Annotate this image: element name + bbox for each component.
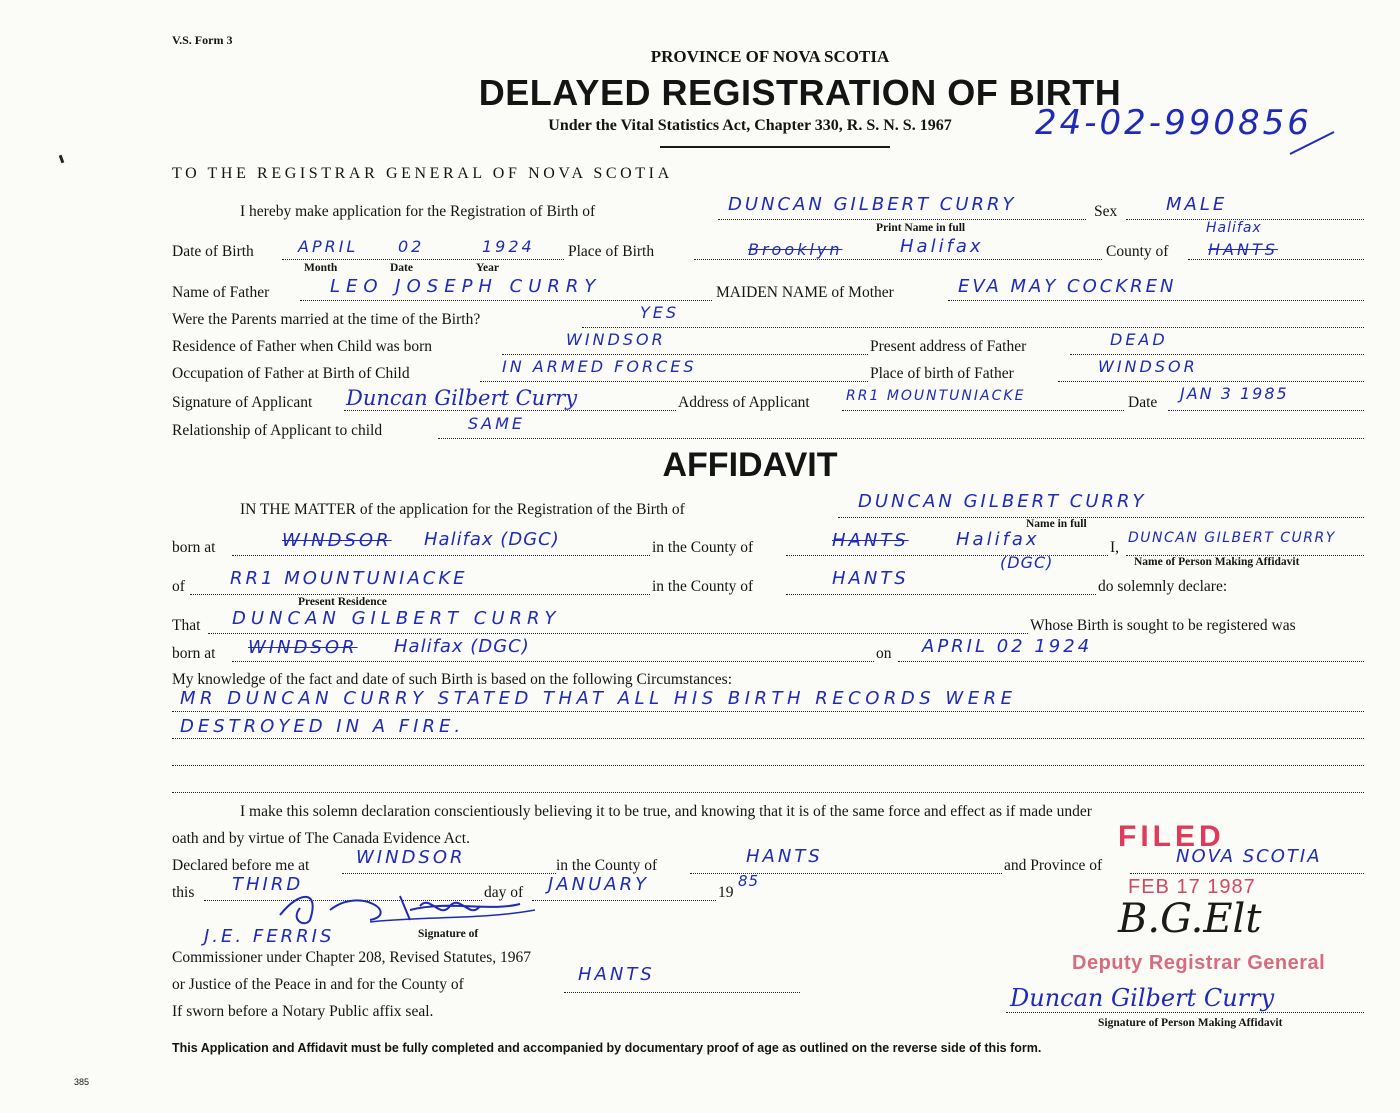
applicant-sig-line — [344, 410, 676, 411]
justice-county-field[interactable]: HANTS — [578, 964, 655, 985]
initials-mark: (DGC) — [1000, 553, 1054, 572]
month-field[interactable]: JANUARY — [548, 874, 650, 895]
county-new-field[interactable]: Halifax — [1206, 220, 1262, 236]
dob-line — [282, 259, 564, 260]
year-field[interactable]: 85 — [738, 872, 760, 890]
relationship-line — [438, 438, 1364, 439]
affidavit-county-struck-field: HANTS — [832, 530, 909, 551]
justice-county-line — [564, 992, 800, 993]
signature-of-label: Signature of — [418, 928, 479, 940]
declared-province-field[interactable]: NOVA SCOTIA — [1176, 846, 1322, 867]
father-birthplace-line — [1058, 381, 1364, 382]
father-occupation-line — [480, 381, 868, 382]
filed-date-stamp: FEB 17 1987 — [1128, 876, 1256, 898]
date-label: Date — [1128, 394, 1158, 411]
place-line — [694, 259, 1102, 260]
circumstance-1-field[interactable]: MR DUNCAN CURRY STATED THAT ALL HIS BIRTH RECORDS WERE — [180, 688, 1017, 709]
title-rule — [660, 146, 890, 148]
subtitle: Under the Vital Statistics Act, Chapter 330, R. S. N. S. 1967 — [548, 117, 952, 134]
child-name-caption: Print Name in full — [876, 222, 966, 234]
place-field[interactable]: Halifax — [900, 236, 984, 257]
commissioner-name-field: J.E. FERRIS — [204, 926, 335, 947]
county-struck-field: HANTS — [1208, 240, 1278, 259]
on-label: on — [876, 645, 892, 662]
born-at2-new-field[interactable]: Halifax (DGC) — [394, 636, 530, 657]
officer-signature: B.G.Elt — [1118, 896, 1262, 942]
circumstance-line-2 — [172, 738, 1364, 739]
registration-number: 24-02-990856 — [1035, 103, 1312, 143]
applicant-address-line — [842, 410, 1124, 411]
dob-year-field[interactable]: 1924 — [482, 237, 535, 256]
father-birthplace-label: Place of birth of Father — [870, 365, 1014, 382]
matter-name-line — [838, 517, 1364, 518]
declared-county-field[interactable]: HANTS — [746, 846, 823, 867]
affiant-signature-line — [1006, 1012, 1364, 1013]
province-heading: PROVINCE OF NOVA SCOTIA — [650, 47, 890, 66]
born-at2-label: born at — [172, 645, 216, 662]
declared-county-line — [690, 873, 1002, 874]
province-line — [1130, 873, 1364, 874]
county-label: County of — [1106, 243, 1169, 260]
affidavit-county-line — [786, 555, 1108, 556]
born-at-line — [232, 555, 650, 556]
on-date-field[interactable]: APRIL 02 1924 — [922, 636, 1093, 657]
date-line — [1168, 410, 1364, 411]
relationship-label: Relationship of Applicant to child — [172, 422, 383, 439]
declared-label: Declared before me at — [172, 857, 310, 874]
addressee-line: TO THE REGISTRAR GENERAL OF NOVA SCOTIA — [172, 165, 673, 182]
i-label: I, — [1110, 539, 1120, 556]
affidavit-county-new-field[interactable]: Halifax — [956, 529, 1040, 550]
knowledge-label: My knowledge of the fact and date of such Birth is based on the following Circumstances: — [172, 671, 733, 688]
residence-field[interactable]: RR1 MOUNTUNIACKE — [230, 568, 468, 589]
mother-field[interactable]: EVA MAY COCKREN — [958, 276, 1177, 297]
circumstance-line-1 — [172, 711, 1364, 712]
born-at-struck-field: WINDSOR — [282, 530, 392, 551]
dob-month-field[interactable]: APRIL — [298, 237, 359, 256]
dob-date-field[interactable]: 02 — [398, 237, 425, 256]
father-residence-label: Residence of Father when Child was born — [172, 338, 432, 355]
county-line — [1188, 259, 1364, 260]
declaration-line-2: oath and by virtue of The Canada Evidence Act. — [172, 830, 470, 847]
born-at2-struck-field: WINDSOR — [248, 637, 358, 658]
born-at-label: born at — [172, 539, 216, 556]
footer-note: This Application and Affidavit must be fully completed and accompanied by documentary proof of age as outlined on the reverse side of this form. — [172, 1041, 1042, 1055]
father-line — [300, 300, 712, 301]
this-label: this — [172, 884, 195, 901]
father-address-line — [1070, 354, 1364, 355]
matter-label: IN THE MATTER of the application for the Registration of the Birth of — [240, 501, 685, 518]
filed-stamp: FILED — [1118, 820, 1225, 853]
affiant-caption: Name of Person Making Affidavit — [1134, 556, 1300, 568]
married-line — [582, 327, 1364, 328]
declare-label: do solemnly declare: — [1098, 578, 1228, 595]
print-code: 385 — [74, 1077, 90, 1087]
day-field[interactable]: THIRD — [232, 874, 304, 895]
declared-at-field[interactable]: WINDSOR — [356, 847, 466, 868]
that-label: That — [172, 617, 201, 634]
married-label: Were the Parents married at the time of the Birth? — [172, 311, 481, 328]
affiant-signature: Duncan Gilbert Curry — [1010, 984, 1275, 1012]
commissioner-line: Commissioner under Chapter 208, Revised Statutes, 1967 — [172, 949, 532, 966]
date-field[interactable]: JAN 3 1985 — [1180, 384, 1289, 403]
declaration-line-1: I make this solemn declaration conscientiously believing it to be true, and knowing that it is of the same force and effect as if made under — [240, 803, 1092, 820]
applicant-sig-label: Signature of Applicant — [172, 394, 313, 411]
intro-label: I hereby make application for the Registration of Birth of — [240, 203, 596, 220]
that-line — [208, 633, 1028, 634]
month-line — [532, 900, 716, 901]
born-at-new-field[interactable]: Halifax (DGC) — [424, 529, 560, 550]
affiant-signature-caption: Signature of Person Making Affidavit — [1098, 1017, 1283, 1029]
circumstance-2-field[interactable]: DESTROYED IN A FIRE. — [180, 716, 465, 737]
page-title: DELAYED REGISTRATION OF BIRTH — [478, 72, 1122, 113]
check-mark-stroke — [1288, 128, 1338, 158]
born-at2-line — [232, 661, 874, 662]
province-label: and Province of — [1004, 857, 1103, 874]
dob-label: Date of Birth — [172, 243, 254, 260]
affidavit-name-caption: Name in full — [1026, 518, 1087, 530]
circumstance-line-3 — [172, 765, 1364, 766]
affidavit-county2-line — [786, 594, 1096, 595]
mother-label: MAIDEN NAME of Mother — [716, 284, 894, 301]
circumstance-line-4 — [172, 792, 1364, 793]
affidavit-name-field[interactable]: DUNCAN GILBERT CURRY — [858, 491, 1147, 512]
justice-label: or Justice of the Peace in and for the County of — [172, 976, 464, 993]
deputy-registrar-stamp: Deputy Registrar General — [1072, 952, 1326, 974]
father-address-label: Present address of Father — [870, 338, 1027, 355]
child-name-line — [718, 219, 1086, 220]
on-line — [898, 661, 1364, 662]
affidavit-county2-field[interactable]: HANTS — [832, 568, 909, 589]
father-birthplace-field[interactable]: WINDSOR — [1098, 357, 1198, 376]
sex-field[interactable]: MALE — [1166, 194, 1228, 215]
that-name-field[interactable]: DUNCAN GILBERT CURRY — [232, 608, 561, 629]
scan-speck — [59, 155, 65, 164]
declared-county-label: in the County of — [556, 857, 658, 874]
father-occupation-field[interactable]: IN ARMED FORCES — [502, 357, 697, 376]
married-field[interactable]: YES — [640, 303, 680, 322]
notary-label: If sworn before a Notary Public affix seal. — [172, 1003, 434, 1020]
father-label: Name of Father — [172, 284, 270, 301]
year-caption: Year — [476, 262, 499, 274]
affidavit-county-label: in the County of — [652, 539, 754, 556]
father-field[interactable]: LEO JOSEPH CURRY — [330, 276, 602, 297]
mother-line — [948, 300, 1364, 301]
affiant-name-field[interactable]: DUNCAN GILBERT CURRY — [1128, 530, 1336, 546]
affidavit-heading: AFFIDAVIT — [662, 446, 838, 484]
applicant-address-field[interactable]: RR1 MOUNTUNIACKE — [846, 388, 1026, 404]
residence-line — [190, 594, 650, 595]
year-prefix: 19 — [718, 884, 734, 901]
applicant-signature: Duncan Gilbert Curry — [346, 386, 578, 410]
of-label: of — [172, 578, 185, 595]
father-occupation-label: Occupation of Father at Birth of Child — [172, 365, 410, 382]
applicant-address-label: Address of Applicant — [678, 394, 810, 411]
relationship-field[interactable]: SAME — [468, 414, 526, 433]
date-caption: Date — [390, 262, 413, 274]
place-label: Place of Birth — [568, 243, 655, 260]
sex-label: Sex — [1094, 203, 1118, 220]
residence-caption: Present Residence — [298, 596, 387, 608]
whose-label: Whose Birth is sought to be registered was — [1030, 617, 1296, 634]
father-residence-field[interactable]: WINDSOR — [566, 330, 666, 349]
day-of-label: day of — [484, 884, 524, 901]
father-address-field[interactable]: DEAD — [1110, 330, 1168, 349]
commissioner-signature-scribble — [250, 880, 540, 930]
place-struck-field: Brooklyn — [748, 240, 843, 259]
month-caption: Month — [304, 262, 338, 274]
child-name-field[interactable]: DUNCAN GILBERT CURRY — [728, 194, 1017, 215]
affidavit-county2-label: in the County of — [652, 578, 754, 595]
form-number: V.S. Form 3 — [172, 33, 233, 47]
declared-at-line — [342, 873, 556, 874]
father-residence-line — [502, 354, 868, 355]
